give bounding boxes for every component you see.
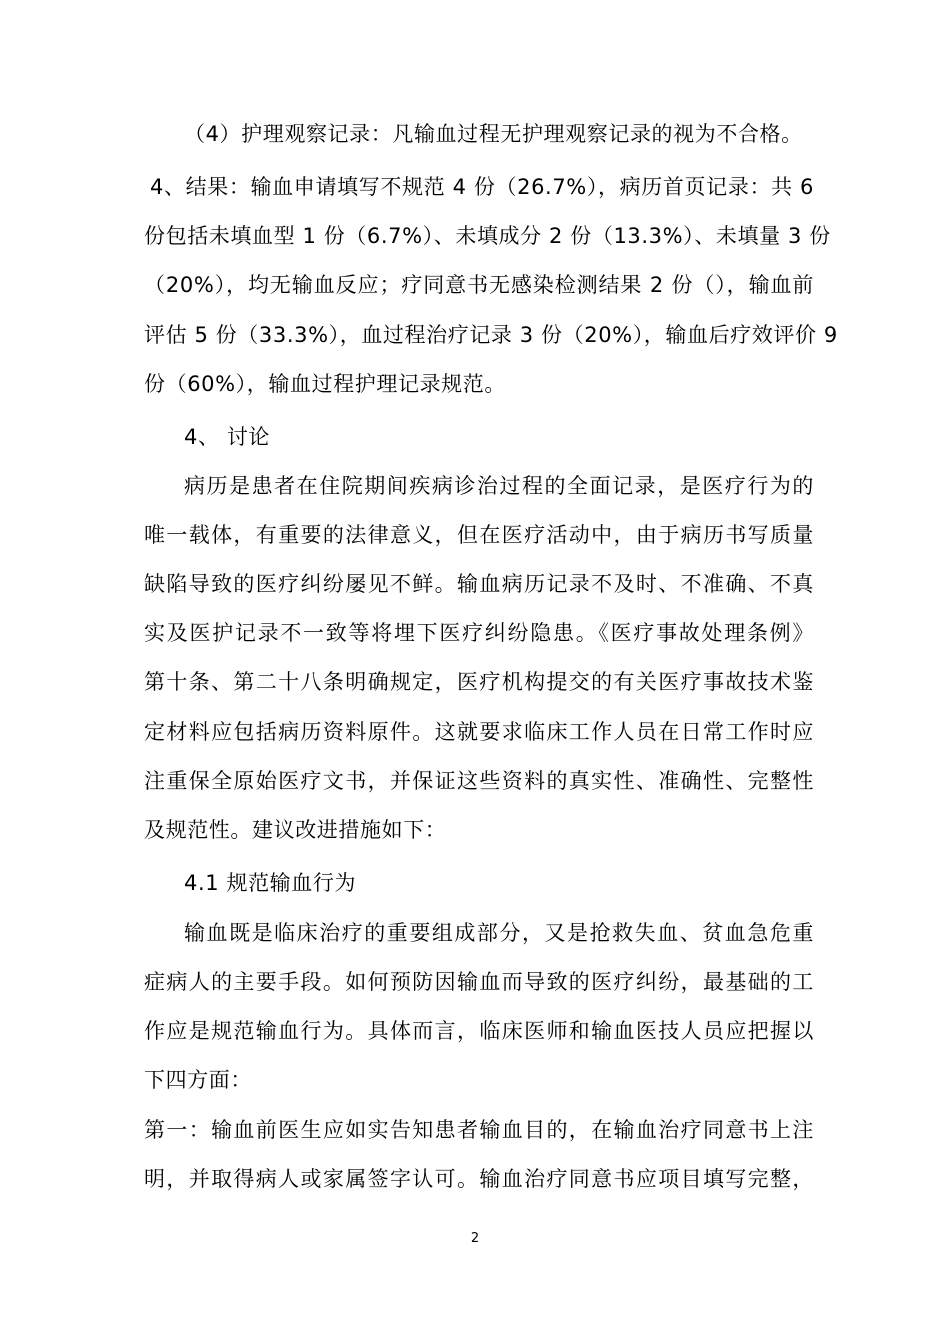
paragraph-line: （4）护理观察记录：凡输血过程无护理观察记录的视为不合格。 <box>184 122 803 146</box>
paragraph-line: 作应是规范输血行为。具体而言，临床医师和输血医技人员应把握以 <box>144 1019 814 1043</box>
paragraph-line: 份包括未填血型 1 份（6.7%）、未填成分 2 份（13.3%）、未填量 3 份 <box>144 224 831 248</box>
paragraph-line: 定材料应包括病历资料原件。这就要求临床工作人员在日常工作时应 <box>144 720 814 744</box>
paragraph-line: 缺陷导致的医疗纠纷屡见不鲜。输血病历记录不及时、不准确、不真 <box>144 572 814 596</box>
paragraph-line: 实及医护记录不一致等将埋下医疗纠纷隐患。《医疗事故处理条例》 <box>144 621 814 645</box>
paragraph-line: 下四方面： <box>144 1068 252 1092</box>
paragraph-line: 评估 5 份（33.3%），血过程治疗记录 3 份（20%），输血后疗效评价 9 <box>144 323 838 347</box>
paragraph-line: 注重保全原始医疗文书，并保证这些资料的真实性、准确性、完整性 <box>144 769 814 793</box>
paragraph-line: 4、结果：输血申请填写不规范 4 份（26.7%），病历首页记录：共 6 <box>150 175 814 199</box>
paragraph-line: 唯一载体，有重要的法律意义，但在医疗活动中，由于病历书写质量 <box>144 523 814 547</box>
paragraph-line: 病历是患者在住院期间疾病诊治过程的全面记录，是医疗行为的 <box>184 474 814 498</box>
paragraph-line: 第十条、第二十八条明确规定，医疗机构提交的有关医疗事故技术鉴 <box>144 670 814 694</box>
subsection-heading: 4.1 规范输血行为 <box>184 871 357 895</box>
page-number: 2 <box>470 1231 480 1246</box>
paragraph-line: 第一：输血前医生应如实告知患者输血目的，在输血治疗同意书上注 <box>144 1118 814 1142</box>
paragraph-line: 症病人的主要手段。如何预防因输血而导致的医疗纠纷，最基础的工 <box>144 970 814 994</box>
paragraph-line: 及规范性。建议改进措施如下： <box>144 818 447 842</box>
paragraph-line: 明，并取得病人或家属签字认可。输血治疗同意书应项目填写完整， <box>144 1167 814 1191</box>
paragraph-line: （20%），均无输血反应；疗同意书无感染检测结果 2 份（），输血前 <box>144 273 814 297</box>
paragraph-line: 输血既是临床治疗的重要组成部分，又是抢救失血、贫血急危重 <box>184 921 814 945</box>
paragraph-line: 份（60%），输血过程护理记录规范。 <box>144 372 506 396</box>
section-heading: 4、 讨论 <box>184 425 271 449</box>
